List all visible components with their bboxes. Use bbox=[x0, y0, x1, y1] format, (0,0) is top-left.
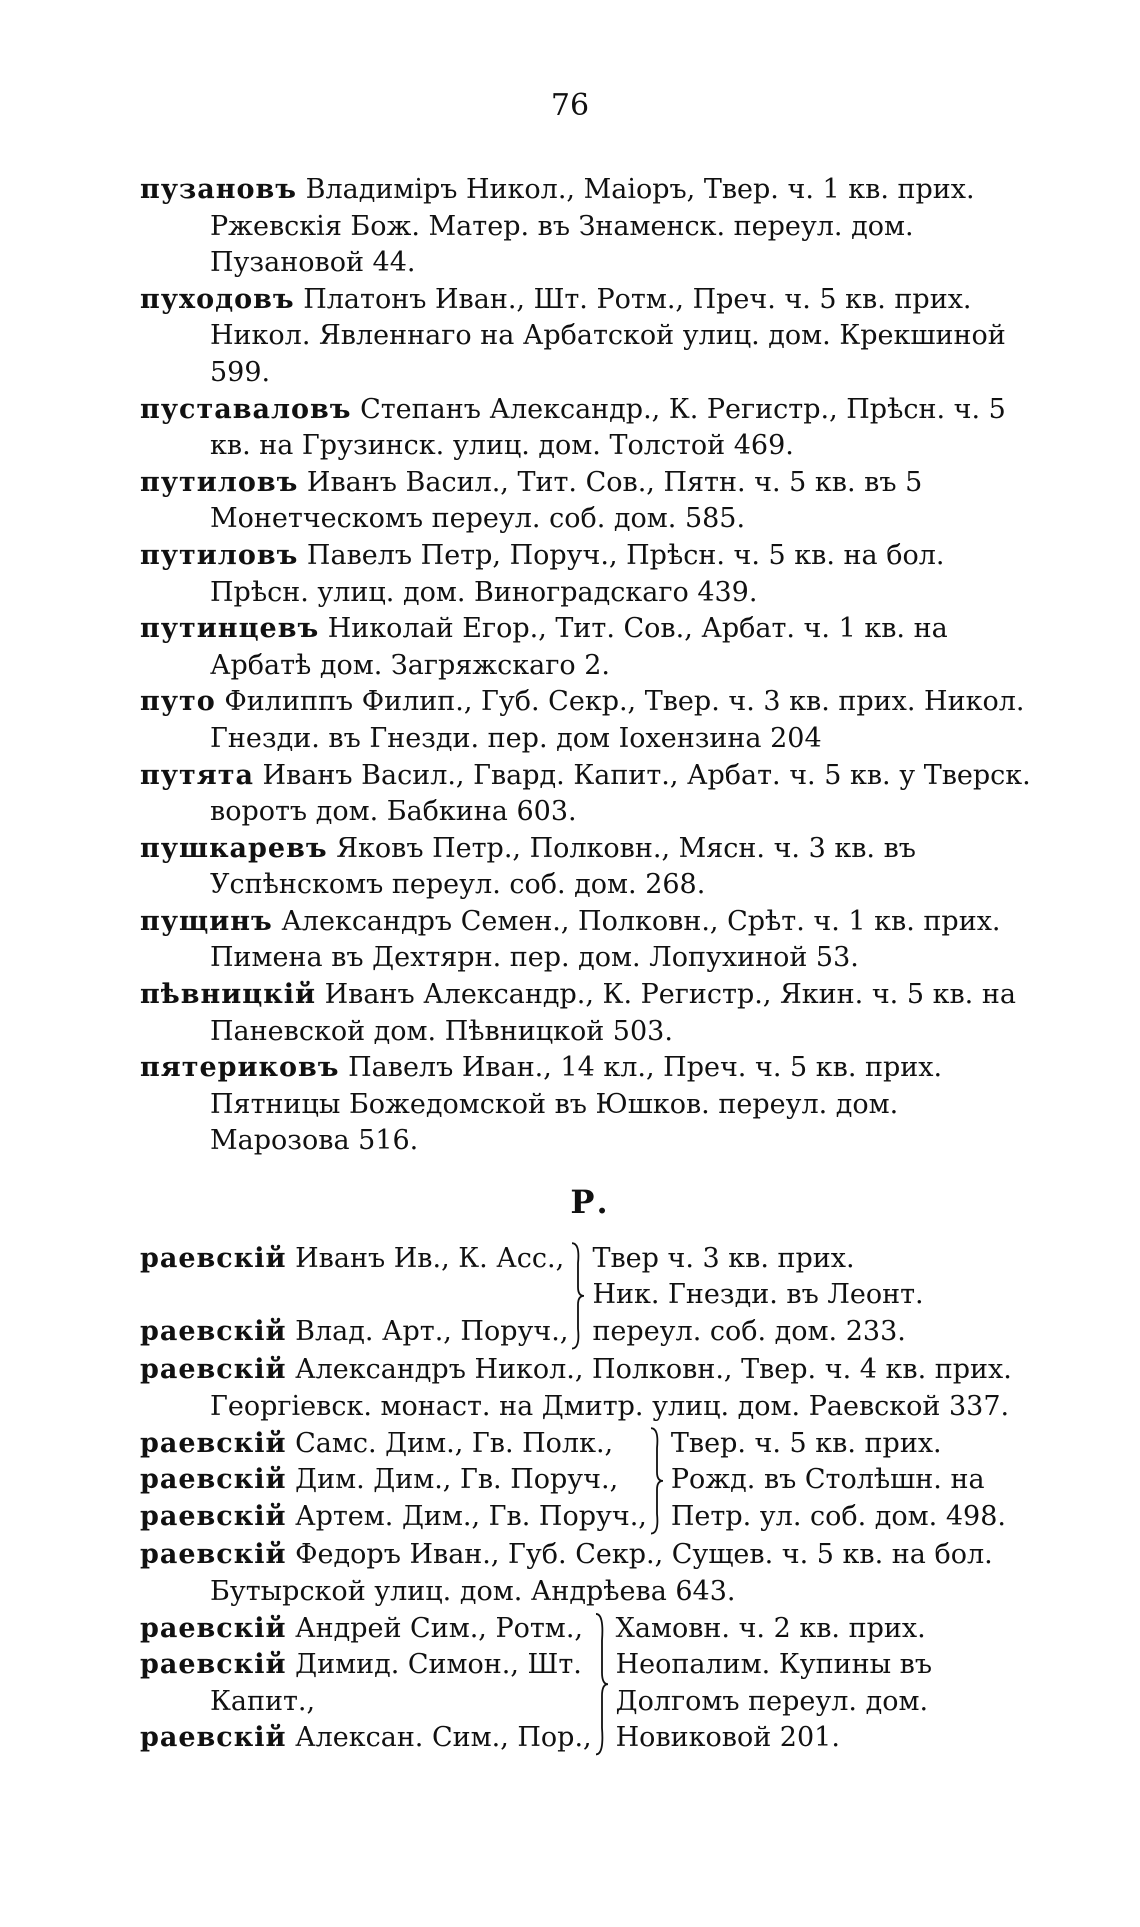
address-line: Долгомъ переул. дом. bbox=[615, 1685, 929, 1717]
entry-text: Артем. Дим., Гв. Поруч., bbox=[295, 1500, 647, 1532]
surname: путята bbox=[140, 759, 254, 791]
entry-text: Филиппъ Филип., Губ. Секр., Твер. ч. 3 кв. прих. Никол. Гнезди. въ Гнезди. пер. дом Іохензина 204 bbox=[210, 686, 1025, 754]
entry-text: Павелъ Петр, Поруч., Прѣсн. ч. 5 кв. на бол. Прѣсн. улиц. дом. Виноградскаго 439. bbox=[210, 539, 945, 608]
entry-text: Иванъ Васил., Гвард. Капит., Арбат. ч. 5 кв. у Тверск. воротъ дом. Бабкина 603. bbox=[210, 759, 1031, 828]
group-line bbox=[140, 1314, 568, 1351]
group-line bbox=[140, 1426, 647, 1463]
entry-text: Димид. Симон., Шт. bbox=[295, 1649, 582, 1681]
surname: пузановъ bbox=[140, 174, 298, 205]
group-line bbox=[140, 1241, 568, 1278]
entry-text: Александръ Никол., Полковн., Твер. ч. 4 кв. прих. Георгіевск. монаст. на Дмитр. улиц. дом. Раевской 337. bbox=[210, 1354, 1012, 1422]
p-entries bbox=[140, 172, 1040, 1160]
surname: путо bbox=[140, 686, 216, 718]
entry bbox=[140, 758, 1040, 831]
entry bbox=[140, 465, 1040, 538]
address-line: Рожд. въ Столѣшн. на bbox=[670, 1464, 985, 1496]
address-line: Неопалим. Купины въ bbox=[615, 1649, 933, 1681]
entry bbox=[140, 172, 1040, 282]
group-address bbox=[667, 1426, 1040, 1536]
entry-text: Степанъ Александр., К. Регистр., Прѣсн. ч. 5 кв. на Грузинск. улиц. дом. Толстой 469. bbox=[210, 393, 1006, 462]
address-line: Твер. ч. 5 кв. прих. bbox=[670, 1427, 942, 1459]
entry-text: Федоръ Иван., Губ. Секр., Сущев. ч. 5 кв. на бол. Бутырской улиц. дом. Андрѣева 643. bbox=[210, 1539, 993, 1607]
brace-icon bbox=[568, 1241, 588, 1351]
entry-text: Яковъ Петр., Полковн., Мясн. ч. 3 кв. въ Успѣнскомъ переул. соб. дом. 268. bbox=[210, 832, 916, 901]
directory-entries bbox=[140, 172, 1040, 1759]
entry-raevsky-alexandr bbox=[140, 1352, 1040, 1425]
entry-text: Владиміръ Никол., Маіоръ, Твер. ч. 1 кв. прих. Ржевскія Бож. Матер. въ Знаменск. переул. дом. Пузановой 44. bbox=[210, 174, 975, 279]
address-line: Твер ч. 3 кв. прих. bbox=[592, 1242, 855, 1274]
entry-text: Капит., bbox=[210, 1685, 316, 1717]
surname: раевскій bbox=[140, 1612, 287, 1644]
entry bbox=[140, 392, 1040, 465]
entry bbox=[140, 1050, 1040, 1160]
entry bbox=[140, 611, 1040, 684]
brace-group-3 bbox=[140, 1611, 1040, 1757]
entry-text: Павелъ Иван., 14 кл., Преч. ч. 5 кв. прих. Пятницы Божедомской въ Юшков. переул. дом. Марозова 516. bbox=[210, 1052, 943, 1157]
entry bbox=[140, 538, 1040, 611]
entry-text: Андрей Сим., Ротм., bbox=[295, 1612, 583, 1644]
surname: пуставаловъ bbox=[140, 393, 352, 425]
entry-text: Иванъ Александр., К. Регистр., Якин. ч. 5 кв. на Паневской дом. Пѣвницкой 503. bbox=[210, 979, 1016, 1047]
group-line bbox=[140, 1647, 592, 1684]
group-address bbox=[612, 1611, 1040, 1757]
entry-text: Иванъ Ив., К. Асс., bbox=[295, 1242, 565, 1274]
surname: пѣвницкій bbox=[140, 979, 317, 1011]
group-line bbox=[140, 1611, 592, 1648]
entry bbox=[140, 831, 1040, 904]
surname: раевскій bbox=[140, 1539, 287, 1571]
address-line: Ник. Гнезди. въ Леонт. bbox=[592, 1279, 924, 1311]
section-letter: Р. bbox=[570, 1183, 610, 1222]
entry bbox=[140, 684, 1040, 757]
surname: раевскій bbox=[140, 1242, 287, 1274]
entry bbox=[140, 282, 1040, 392]
brace-group-2 bbox=[140, 1426, 1040, 1536]
entry-text: Николай Егор., Тит. Сов., Арбат. ч. 1 кв. на Арбатѣ дом. Загряжскаго 2. bbox=[210, 613, 948, 681]
entry-text: Платонъ Иван., Шт. Ротм., Преч. ч. 5 кв. прих. Никол. Явленнаго на Арбатской улиц. дом. Крекшиной 599. bbox=[210, 283, 1006, 388]
address-line: переул. соб. дом. 233. bbox=[592, 1315, 906, 1347]
brace-icon bbox=[592, 1611, 612, 1757]
entry-text: Самс. Дим., Гв. Полк., bbox=[295, 1427, 614, 1459]
group-line bbox=[140, 1720, 592, 1757]
group-line bbox=[140, 1684, 592, 1721]
group-line bbox=[140, 1462, 647, 1499]
surname: пуходовъ bbox=[140, 283, 295, 315]
surname: пущинъ bbox=[140, 905, 273, 937]
surname: раевскій bbox=[140, 1354, 287, 1386]
entry-text: Влад. Арт., Поруч., bbox=[295, 1315, 569, 1347]
entry-text: Иванъ Васил., Тит. Сов., Пятн. ч. 5 кв. въ 5 Монетческомъ переул. соб. дом. 585. bbox=[210, 466, 923, 535]
address-line: Петр. ул. соб. дом. 498. bbox=[670, 1500, 1006, 1532]
surname: пушкаревъ bbox=[140, 832, 328, 864]
entry bbox=[140, 904, 1040, 977]
brace-group-1 bbox=[140, 1241, 1040, 1351]
entry-text: Алексан. Сим., Пор., bbox=[295, 1722, 592, 1754]
group-address bbox=[588, 1241, 1040, 1351]
entry-text: Александръ Семен., Полковн., Срѣт. ч. 1 кв. прих. Пимена въ Дехтярн. пер. дом. Лопухиной 53. bbox=[210, 905, 1001, 974]
brace-icon bbox=[647, 1426, 667, 1536]
entry-text: Дим. Дим., Гв. Поруч., bbox=[295, 1464, 619, 1496]
group-line bbox=[140, 1499, 647, 1536]
entry-raevsky-fedor bbox=[140, 1537, 1040, 1610]
surname: путиловъ bbox=[140, 466, 299, 498]
surname: путинцевъ bbox=[140, 613, 320, 645]
surname: раевскій bbox=[140, 1500, 287, 1532]
group-names bbox=[140, 1426, 647, 1536]
page-number: 76 bbox=[550, 88, 590, 123]
surname: путиловъ bbox=[140, 539, 299, 571]
entry bbox=[140, 977, 1040, 1050]
address-line: Хамовн. ч. 2 кв. прих. bbox=[615, 1612, 926, 1644]
surname: раевскій bbox=[140, 1722, 287, 1754]
surname: раевскій bbox=[140, 1464, 287, 1496]
surname: пятериковъ bbox=[140, 1052, 340, 1084]
surname: раевскій bbox=[140, 1649, 287, 1681]
group-names bbox=[140, 1241, 568, 1351]
surname: раевскій bbox=[140, 1427, 287, 1459]
address-line: Новиковой 201. bbox=[615, 1722, 840, 1754]
group-names bbox=[140, 1611, 592, 1757]
surname: раевскій bbox=[140, 1315, 287, 1347]
group-line bbox=[140, 1277, 568, 1314]
